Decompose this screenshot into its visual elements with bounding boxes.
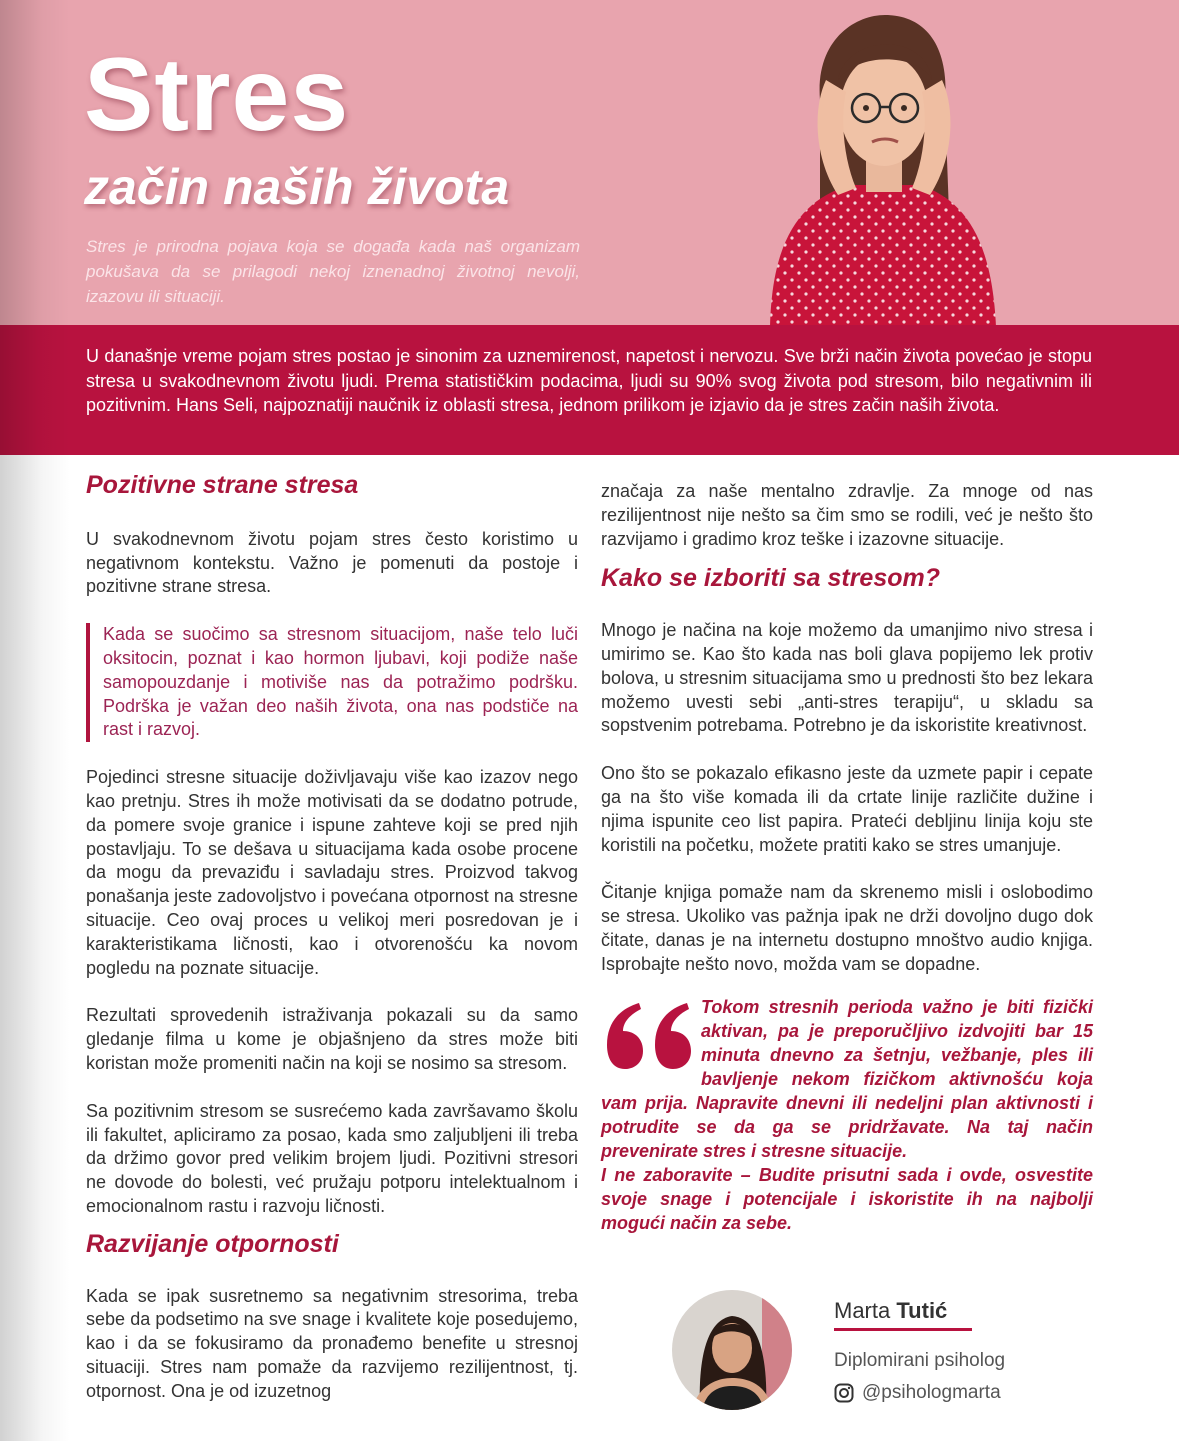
author-card: [672, 1290, 1102, 1420]
paragraph: Sa pozitivnim stresom se susrećemo kada završavamo školu ili fakultet, apliciramo za posao, kada smo zaljubljeni ili treba da držimo govor pred velikim brojem ljudi. Pozitivni stresori ne dovode do bolesti, već pružaju potporu intelektualnom i emocionalnom rastu i razvoju ličnosti.: [86, 1100, 578, 1216]
author-role: Diplomirani psiholog: [834, 1350, 1006, 1371]
article-lede: Stres je prirodna pojava koja se događa kada naš organizam pokušava da se prilagodi nekoj iznenadnoj životnoj nevolji, izazovu ili situaciji.: [86, 237, 580, 306]
author-name: Marta Tutić: [834, 1298, 948, 1323]
article-title: Stres: [84, 37, 350, 153]
left-column: [86, 471, 578, 1428]
stressed-woman-photo: [760, 10, 1000, 327]
article-subtitle: začin naših života: [84, 159, 510, 215]
section-heading-positive: Pozitivne strane stresa: [86, 471, 359, 499]
right-column: [601, 480, 1093, 1235]
paragraph: Mnogo je načina na koje možemo da umanjimo nivo stresa i umirimo se. Kao što kada nas boli glava popijemo lek protiv bolova, u stresnim situacijama smo u prednosti što bez lekara možemo uvesti sebi „anti-stres terapiju“, u skladu sa sopstvenim potrebama. Potrebno je da iskoristite kreativnost.: [601, 620, 1093, 736]
pull-quote: Kada se suočimo sa stresnom situacijom, naše telo luči oksitocin, poznat i kao hormon ljubavi, koji podiže naše samopouzdanje i motiviše nas da potražimo podršku. Podrška je važan deo naših života, ona nas podstiče na rast i razvoj.: [86, 623, 578, 742]
paragraph: značaja za naše mentalno zdravlje. Za mnoge od nas rezilijentnost nije nešto sa čim smo se rodili, već je nešto što razvijamo i gradimo kroz teške i izazovne situacije.: [601, 481, 1093, 549]
author-avatar: [672, 1290, 792, 1410]
paragraph: Čitanje knjiga pomaže nam da skrenemo misli i oslobodimo se stresa. Ukoliko vas pažnja ipak ne drži dovoljno dugo dok čitate, danas je na internetu dostupno mnoštvo audio knjiga. Isprobajte nešto novo, možda vam se dopadne.: [601, 882, 1093, 974]
highlight-quote: [601, 995, 1093, 1235]
paragraph: Kada se ipak susretnemo sa negativnim stresorima, treba sebe da podsetimo na sve snage i kvalitete koje posedujemo, kao i da se fokusiramo da pronađemo benefite u stresnoj situaciji. Stres nam pomaže da razvijemo rezilijentnost, tj. otpornost. Ona je od izuzetnog: [86, 1285, 578, 1401]
paragraph: Rezultati sprovedenih istraživanja pokazali su da samo gledanje filma u kome je objašnjeno da stres može biti koristan može promeniti način na koji se nosimo sa stresom.: [86, 1005, 578, 1073]
hero-banner: [0, 0, 1179, 327]
quote-text-closing: I ne zaboravite – Budite prisutni sada i ovde, osvestite svoje snage i potencijale i iskoristite ih na najbolji mogući način za sebe.: [601, 1164, 1093, 1233]
quote-mark-icon: [601, 1001, 697, 1071]
author-handle[interactable]: @psihologmarta: [862, 1382, 1001, 1403]
quote-text: Tokom stresnih perioda važno je biti fizički aktivan, pa je preporučljivo izdvojiti bar 15 minuta dnevno za šetnju, vežbanje, ples ili bavljenje nekom fizičkom aktivnošću koja vam prija. Napravite dnevni ili nedeljni plan aktivnosti i potrudite se da ga se pridržavate. Na taj način prevenirate stres i stresne situacije.: [601, 996, 1093, 1161]
paragraph: U svakodnevnom životu pojam stres često koristimo u negativnom kontekstu. Važno je pomenuti da postoje i pozitivne strane stresa.: [86, 528, 578, 597]
author-divider: [834, 1328, 972, 1331]
intro-paragraph: U današnje vreme pojam stres postao je sinonim za uznemirenost, napetost i nervozu. Sve brži način života povećao je stopu stresa u svakodnevnom životu ljudi. Prema statističkim podacima, ljudi su 90% svog života pod stresom, bilo negativnim ili pozitivnim. Hans Seli, najpoznatiji naučnik iz oblasti stresa, jednom prilikom je izjavio da je stres začin naših života.: [86, 346, 1092, 415]
paragraph: Ono što se pokazalo efikasno jeste da uzmete papir i cepate ga na što više komada ili da crtate linije različite dužine i njima ispunite ceo list papira. Prateći debljinu linija koju ste koristili na početku, možete pratiti kako se stres umanjuje.: [601, 763, 1093, 855]
instagram-icon: [834, 1383, 854, 1403]
section-heading-resilience: Razvijanje otpornosti: [86, 1229, 339, 1258]
author-instagram[interactable]: [834, 1382, 1001, 1404]
section-heading-coping: Kako se izboriti sa stresom?: [601, 564, 941, 593]
paragraph: Pojedinci stresne situacije doživljavaju više kao izazov nego kao pretnju. Stres ih može motivisati da se dodatno potrude, da pomere svoje granice i ispune zahteve koji se pred njih postavljaju. To se dešava u situacijama kada osobe procene da mogu da prevaziđu i savladaju stres. Proizvod takvog ponašanja jeste zadovoljstvo i povećana otpornost na stresne situacije. Ceo ovaj proces u velikoj meri posredovan je i karakteristikama ličnosti, kao i otvorenošću ka novom pogledu na poznate situacije.: [86, 767, 578, 978]
